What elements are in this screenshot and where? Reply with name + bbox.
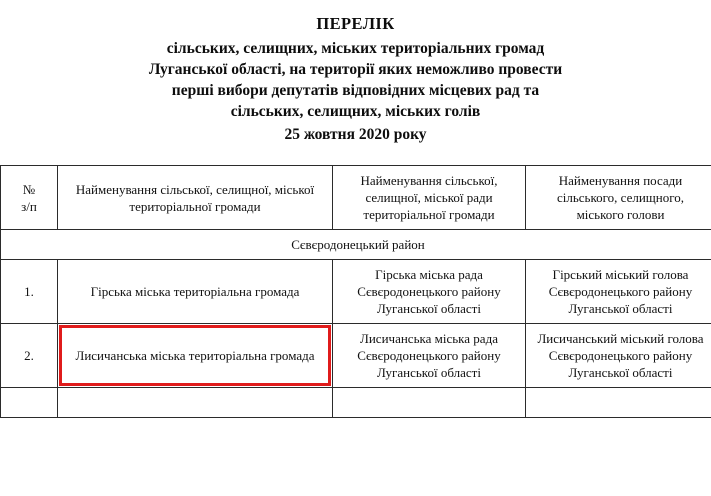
- title-subline-2: Луганської області, на території яких неможливо провести: [148, 61, 563, 78]
- table-section-row: [1, 230, 711, 260]
- table-row-partial: [1, 388, 711, 418]
- row-rada: [333, 388, 526, 418]
- row-number: 1.: [1, 260, 58, 324]
- row-hromada-highlighted: [58, 324, 333, 388]
- title-subline-1: сільських, селищних, міських територіальних громад: [166, 40, 545, 57]
- table-header-num-line1: №: [22, 181, 36, 197]
- page-title: ПЕРЕЛІК: [316, 14, 395, 33]
- table-header-hromada: Найменування сільської, селищної, міської територіальної громади: [58, 166, 333, 230]
- row-golova: [526, 388, 711, 418]
- row-hromada: [58, 388, 333, 418]
- section-label: Сєвєродонецький район: [1, 230, 711, 260]
- title-subline-3: перші вибори депутатів відповідних місцевих рад та: [171, 82, 540, 99]
- row-rada: Лисичанська міська рада Сєвєродонецького району Луганської області: [333, 324, 526, 388]
- hromada-table: [0, 165, 711, 418]
- row-hromada: Гірська міська територіальна громада: [58, 260, 333, 324]
- table-row: [1, 324, 711, 388]
- table-header-golova: Найменування посади сільського, селищного, міського голови: [526, 166, 711, 230]
- row-number: [1, 388, 58, 418]
- row-golova: Лисичанський міський голова Сєвєродонецького району Луганської області: [526, 324, 711, 388]
- title-date: 25 жовтня 2020 року: [284, 126, 427, 143]
- title-subline-4: сільських, селищних, міських голів: [230, 103, 481, 120]
- row-rada: Гірська міська рада Сєвєродонецького району Луганської області: [333, 260, 526, 324]
- table-row: [1, 260, 711, 324]
- table-header-rada: Найменування сільської, селищної, міської ради територіальної громади: [333, 166, 526, 230]
- row-golova: Гірський міський голова Сєвєродонецького району Луганської області: [526, 260, 711, 324]
- table-header-num-line2: з/п: [21, 198, 37, 214]
- table-header-num: [1, 166, 58, 230]
- table-header-row: [1, 166, 711, 230]
- row-number: 2.: [1, 324, 58, 388]
- document-title-block: [0, 0, 711, 145]
- row-hromada-text: Лисичанська міська територіальна громада: [75, 348, 315, 363]
